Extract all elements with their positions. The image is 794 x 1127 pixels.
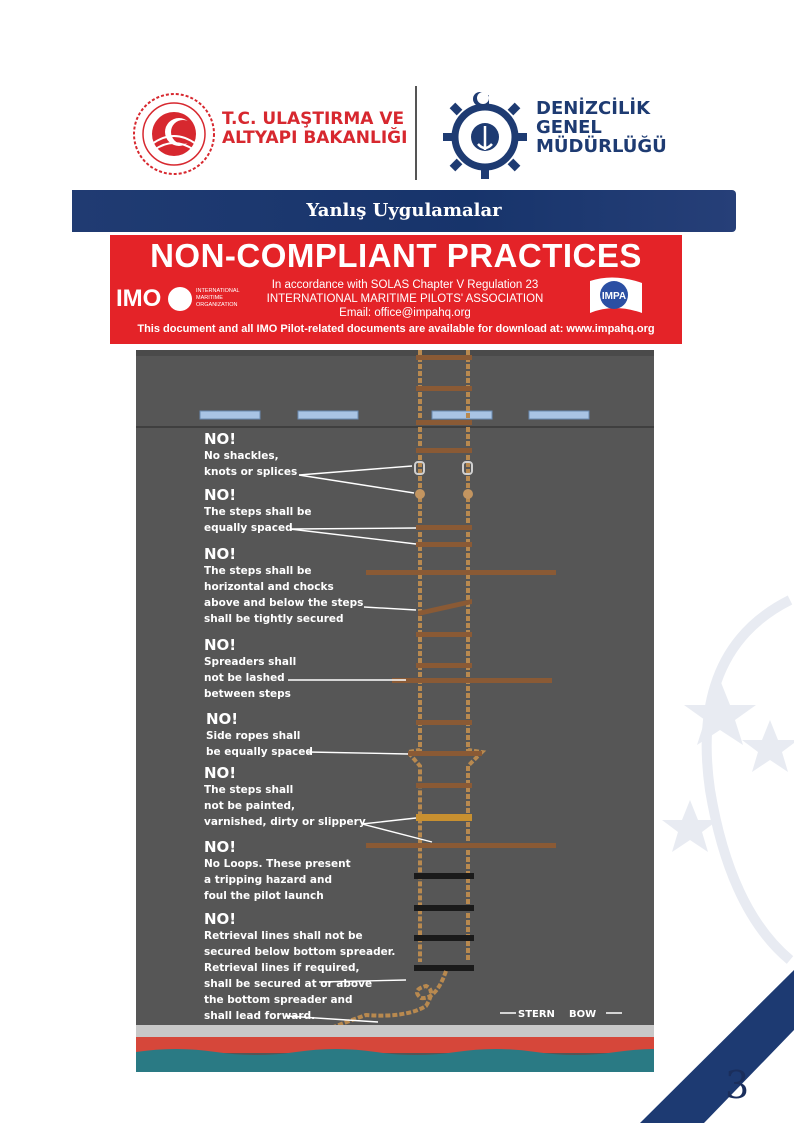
note-line: a tripping hazard and <box>204 874 332 886</box>
note-no: NO! <box>204 545 237 563</box>
note-line: not be painted, <box>204 800 295 812</box>
impa-logo <box>584 273 648 319</box>
note-line: Retrieval lines shall not be <box>204 930 363 942</box>
note-line: foul the pilot launch <box>204 890 324 902</box>
porthole <box>200 411 260 419</box>
rubber-steps <box>414 873 474 971</box>
poster-header <box>110 235 682 344</box>
porthole <box>432 411 492 419</box>
note-retrieval-lines <box>204 910 395 1024</box>
note-line: Spreaders shall <box>204 656 297 668</box>
note-painted-steps <box>204 764 366 830</box>
note-line: No shackles, <box>204 450 279 462</box>
hull-red-band <box>136 1037 654 1053</box>
directorate-line1: DENİZCİLİK <box>536 98 651 119</box>
poster-line3: Email: office@impahq.org <box>339 307 471 319</box>
directorate-logo <box>440 90 530 180</box>
note-no: NO! <box>206 710 239 728</box>
knot-icons <box>415 489 473 499</box>
painted-step <box>416 814 472 821</box>
note-line: equally spaced <box>204 522 293 534</box>
note-line: be equally spaced <box>206 746 313 758</box>
poster-footer: This document and all IMO Pilot-related documents are available for download at: www.impahq.org <box>137 323 655 335</box>
imo-subtitle <box>196 288 240 309</box>
note-line: The steps shall be <box>204 506 312 518</box>
poster-line2: INTERNATIONAL MARITIME PILOTS' ASSOCIATION <box>266 293 544 305</box>
note-line: shall lead forward. <box>204 1010 316 1022</box>
corner-decoration <box>640 970 794 1123</box>
note-equal-spacing <box>204 486 312 536</box>
note-line: above and below the steps <box>204 597 364 609</box>
section-title: Yanlış Uygulamalar <box>306 200 502 221</box>
watermark-emblem-icon <box>650 590 794 970</box>
section-banner <box>72 190 736 232</box>
poster-title: NON-COMPLIANT PRACTICES <box>150 237 642 274</box>
note-no: NO! <box>204 838 237 856</box>
note-side-ropes <box>206 710 313 760</box>
ministry-name <box>222 110 407 148</box>
note-loops <box>204 838 351 904</box>
ministry-line2: ALTYAPI BAKANLIĞI <box>222 128 408 148</box>
header-divider <box>415 86 417 180</box>
note-line: between steps <box>204 688 291 700</box>
note-line: shall be tightly secured <box>204 613 344 625</box>
directorate-line2: GENEL <box>536 117 602 138</box>
porthole <box>529 411 589 419</box>
imo-sub-line3: ORGANIZATION <box>196 302 238 308</box>
imo-sub-line1: INTERNATIONAL <box>196 288 240 294</box>
note-no: NO! <box>204 764 237 782</box>
note-line: secured below bottom spreader. <box>204 946 396 958</box>
tilted-step <box>418 599 472 616</box>
imo-logo: IMO <box>116 285 162 312</box>
directorate-line3: MÜDÜRLÜĞÜ <box>536 136 667 157</box>
waterline-band <box>136 1025 654 1037</box>
note-line: varnished, dirty or slippery <box>204 816 366 828</box>
note-no: NO! <box>204 486 237 504</box>
poster-line1: In accordance with SOLAS Chapter V Regulation 23 <box>271 279 539 291</box>
imo-emblem-icon <box>168 287 192 311</box>
note-no: NO! <box>204 910 237 928</box>
ladder-diagram <box>136 350 654 1072</box>
stern-label: STERN <box>518 1009 555 1020</box>
note-line: horizontal and chocks <box>204 581 334 593</box>
note-line: The steps shall be <box>204 565 312 577</box>
page-number: 3 <box>725 1063 750 1107</box>
imo-sub-line2: MARITIME <box>196 295 223 301</box>
directorate-name <box>536 99 667 156</box>
note-line: the bottom spreader and <box>204 994 353 1006</box>
note-line: Retrieval lines if required, <box>204 962 360 974</box>
note-spreaders <box>204 636 296 702</box>
note-shackles <box>204 430 297 480</box>
note-line: The steps shall <box>204 784 294 796</box>
note-line: Side ropes shall <box>206 730 301 742</box>
note-no: NO! <box>204 636 237 654</box>
note-line: knots or splices <box>204 466 298 478</box>
side-ropes <box>408 350 482 962</box>
note-line: not be lashed <box>204 672 285 684</box>
note-line: shall be secured at or above <box>204 978 373 990</box>
impa-logo-text: IMPA <box>601 291 627 302</box>
bow-label: BOW <box>569 1009 597 1020</box>
note-horizontal-steps <box>204 545 363 627</box>
ministry-line1: T.C. ULAŞTIRMA VE <box>222 109 405 129</box>
note-line: No Loops. These present <box>204 858 351 870</box>
note-no: NO! <box>204 430 237 448</box>
shackle-icons <box>415 462 472 474</box>
ministry-logo <box>132 92 216 176</box>
porthole <box>298 411 358 419</box>
